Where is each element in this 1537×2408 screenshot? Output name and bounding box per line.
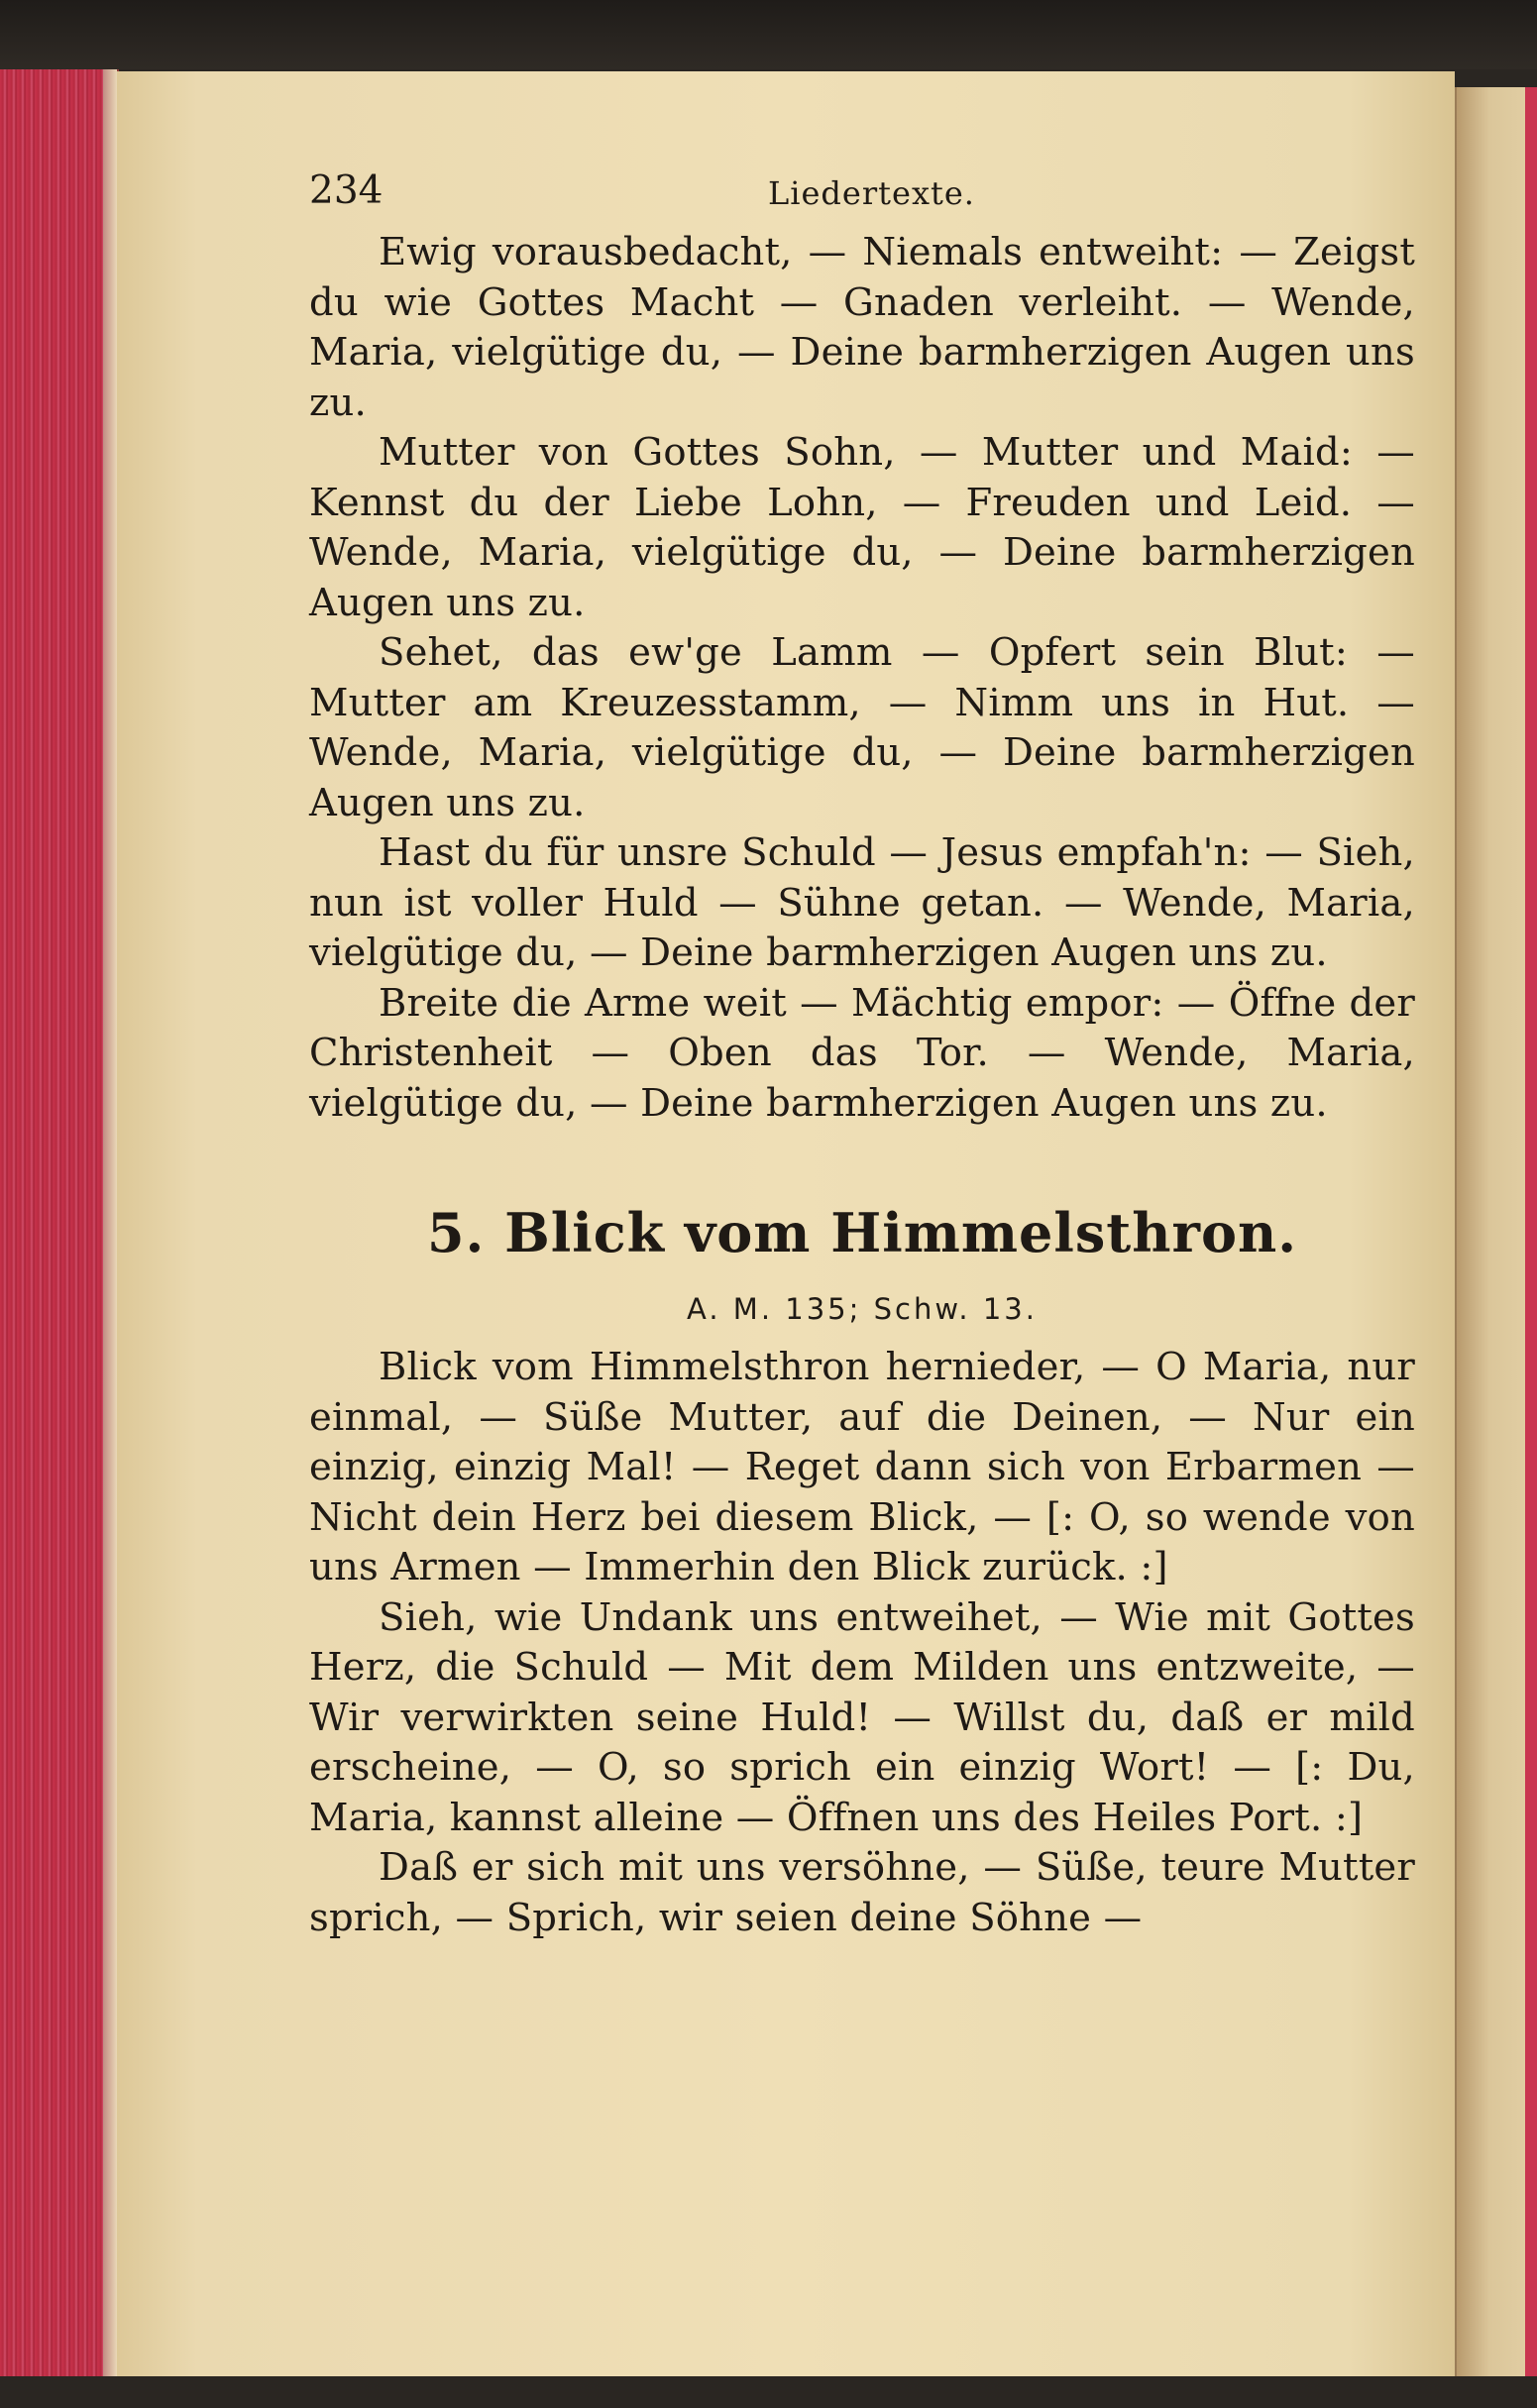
- page-number: 234: [309, 168, 384, 213]
- bottom-shadow: [0, 2376, 1537, 2408]
- facing-page-red-edge: [1525, 87, 1537, 2376]
- verse-continued-4: Hast du für unsre Schuld — Jesus empfah'n: — Sieh, nun ist voller Huld — Sühne getan. — Wende, Maria, vielgütige du, — Deine barmherzigen Augen uns zu.: [309, 830, 1415, 975]
- top-shadow: [0, 0, 1537, 69]
- red-page-edges: [0, 69, 119, 2378]
- verse-continued-2: Mutter von Gottes Sohn, — Mutter und Maid: — Kennst du der Liebe Lohn, — Freuden und Leid. — Wende, Maria, vielgütige du, — Deine barmherzigen Augen uns zu.: [309, 430, 1415, 625]
- verse-continued-5: Breite die Arme weit — Mächtig empor: — Öffne der Christenheit — Oben das Tor. — Wende, Maria, vielgütige du, — Deine barmherzigen Augen uns zu.: [309, 980, 1415, 1126]
- section-heading: 5. Blick vom Himmelsthron.: [426, 1201, 1298, 1264]
- spine-gutter: [103, 69, 117, 2378]
- running-head: [309, 168, 1415, 228]
- verse-continued-1: Ewig vorausbedacht, — Niemals entweiht: — Zeigst du wie Gottes Macht — Gnaden verleiht. — Wende, Maria, vielgütige du, — Deine barmherzigen Augen uns zu.: [309, 230, 1415, 425]
- page-text: [309, 168, 1415, 1943]
- verse-continued-3: Sehet, das ew'ge Lamm — Opfert sein Blut: — Mutter am Kreuzesstamm, — Nimm uns in Hut. — Wende, Maria, vielgütige du, — Deine barmherzigen Augen uns zu.: [309, 630, 1415, 825]
- section-verse-2: Sieh, wie Undank uns entweihet, — Wie mit Gottes Herz, die Schuld — Mit dem Milden uns entzweite, — Wir verwirkten seine Huld! — Willst du, daß er mild erscheine, — O, so sprich ein einzig Wort! — [: Du, Maria, kannst alleine — Öffnen uns des Heiles Port. :]: [309, 1594, 1415, 1840]
- section-verse-3: Daß er sich mit uns versöhne, — Süße, teure Mutter sprich, — Sprich, wir seien deine Söhne —: [309, 1845, 1415, 1940]
- running-title: Liedertexte.: [768, 174, 975, 212]
- hymn-reference: A. M. 135; Schw. 13.: [687, 1292, 1038, 1326]
- section-verse-1: Blick vom Himmelsthron hernieder, — O Maria, nur einmal, — Süße Mutter, auf die Deinen, — Nur ein einzig, einzig Mal! — Reget dann sich von Erbarmen — Nicht dein Herz bei diesem Blick, — [: O, so wende von uns Armen — Immerhin den Blick zurück. :]: [309, 1345, 1415, 1589]
